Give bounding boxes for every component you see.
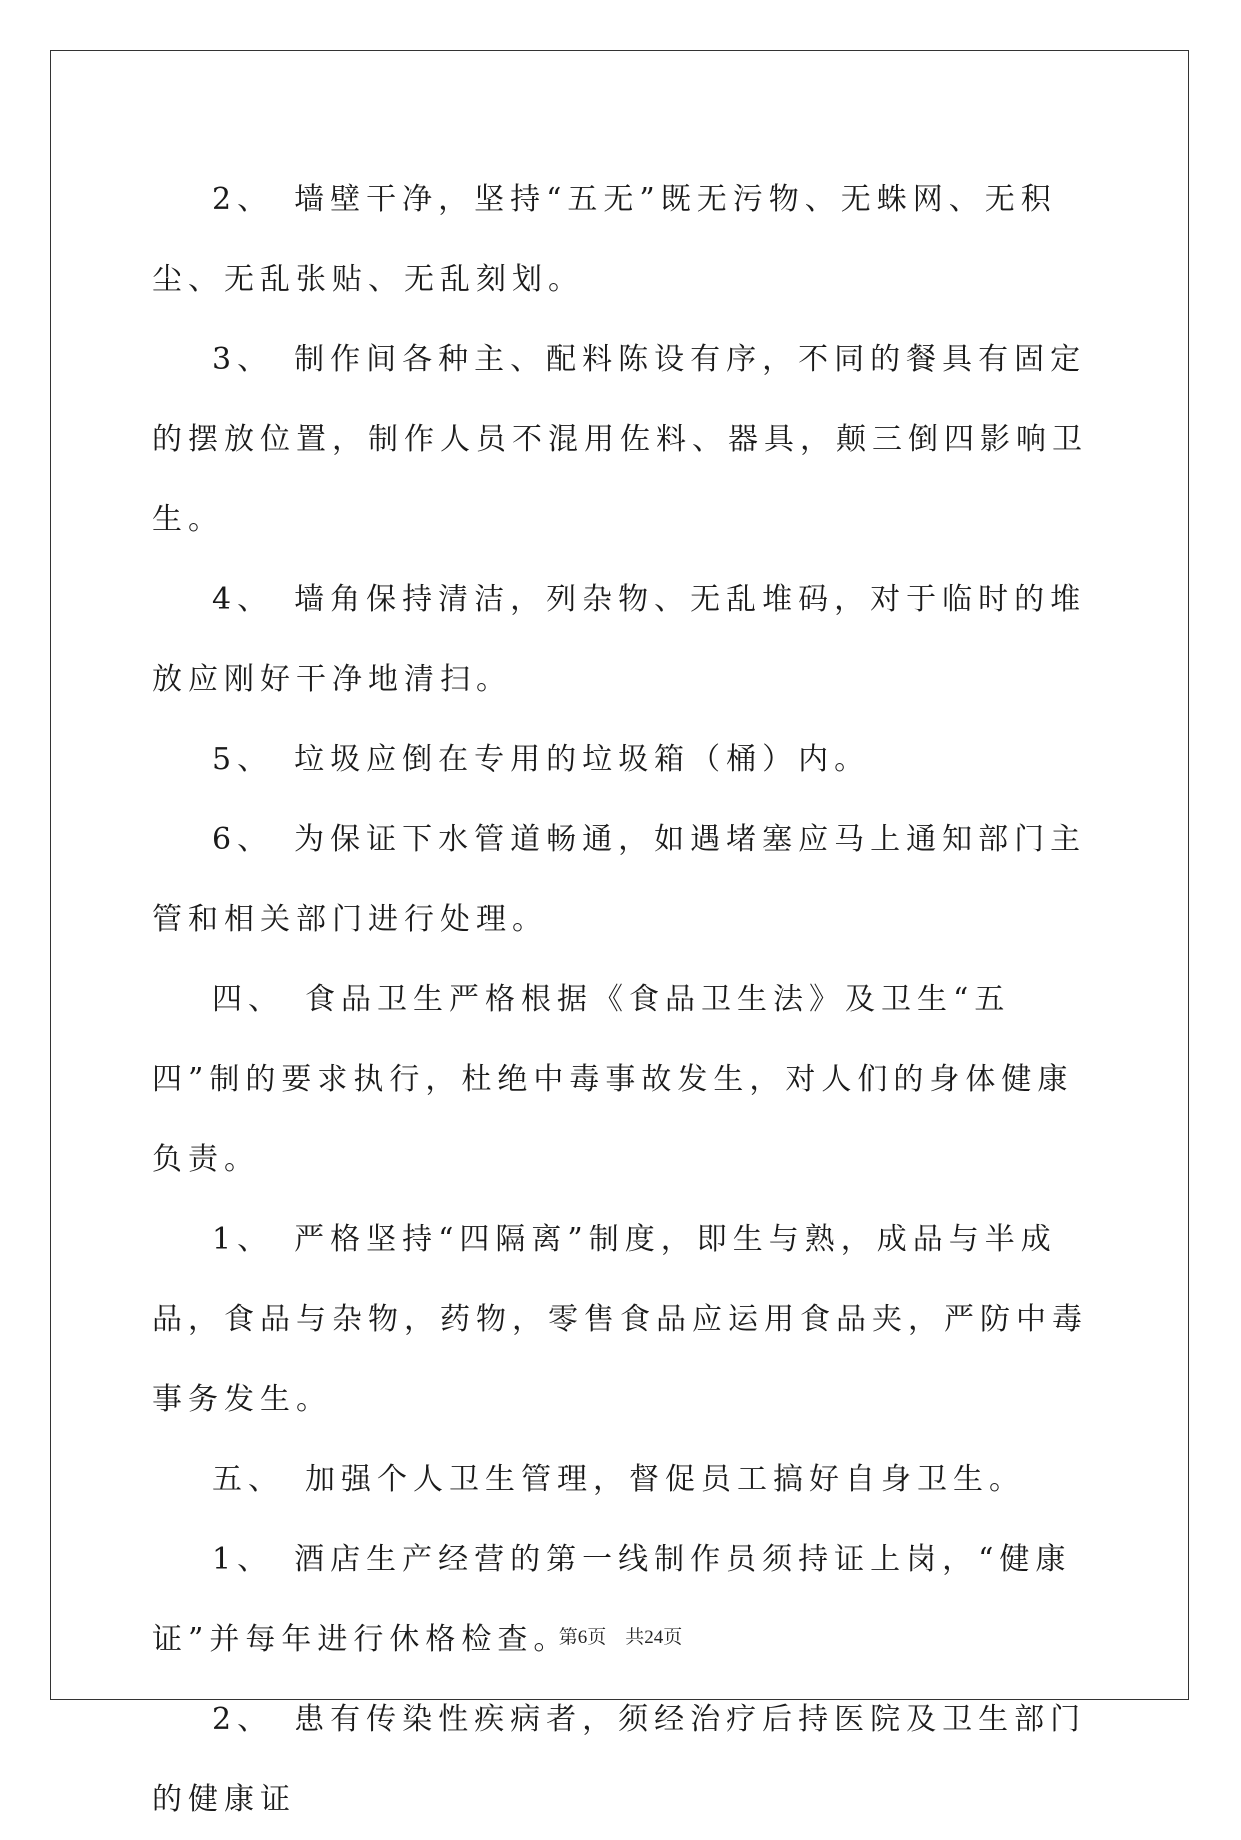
- paragraph: 五、 加强个人卫生管理，督促员工搞好自身卫生。: [212, 1462, 1025, 1497]
- paragraph: 1、 严格坚持“四隔离”制度，即生与熟，成品与半成品，食品与杂物，药物，零售食品应运用食品夹，严防中毒事务发生。: [152, 1222, 1088, 1417]
- document-body: [152, 160, 1092, 1840]
- paragraph: 5、 垃圾应倒在专用的垃圾箱（桶）内。: [212, 742, 871, 777]
- paragraph: 4、 墙角保持清洁，列杂物、无乱堆码，对于临时的堆放应刚好干净地清扫。: [152, 582, 1087, 697]
- paragraph: 2、 患有传染性疾病者，须经治疗后持医院及卫生部门的健康证: [152, 1702, 1087, 1817]
- paragraph: 3、 制作间各种主、配料陈设有序，不同的餐具有固定的摆放位置，制作人员不混用佐料、器具，颠三倒四影响卫生。: [152, 342, 1088, 537]
- paragraph: 四、 食品卫生严格根据《食品卫生法》及卫生“五四”制的要求执行，杜绝中毒事故发生，对人们的身体健康负责。: [152, 982, 1074, 1177]
- page-number-footer: 第6页 共24页: [558, 1627, 683, 1648]
- paragraph: 2、 墙壁干净，坚持“五无”既无污物、无蛛网、无积尘、无乱张贴、无乱刻划。: [152, 182, 1057, 297]
- paragraph: 6、 为保证下水管道畅通，如遇堵塞应马上通知部门主管和相关部门进行处理。: [152, 822, 1087, 937]
- paragraph: 1、 酒店生产经营的第一线制作员须持证上岗，“健康证”并每年进行休格检查。: [152, 1542, 1072, 1657]
